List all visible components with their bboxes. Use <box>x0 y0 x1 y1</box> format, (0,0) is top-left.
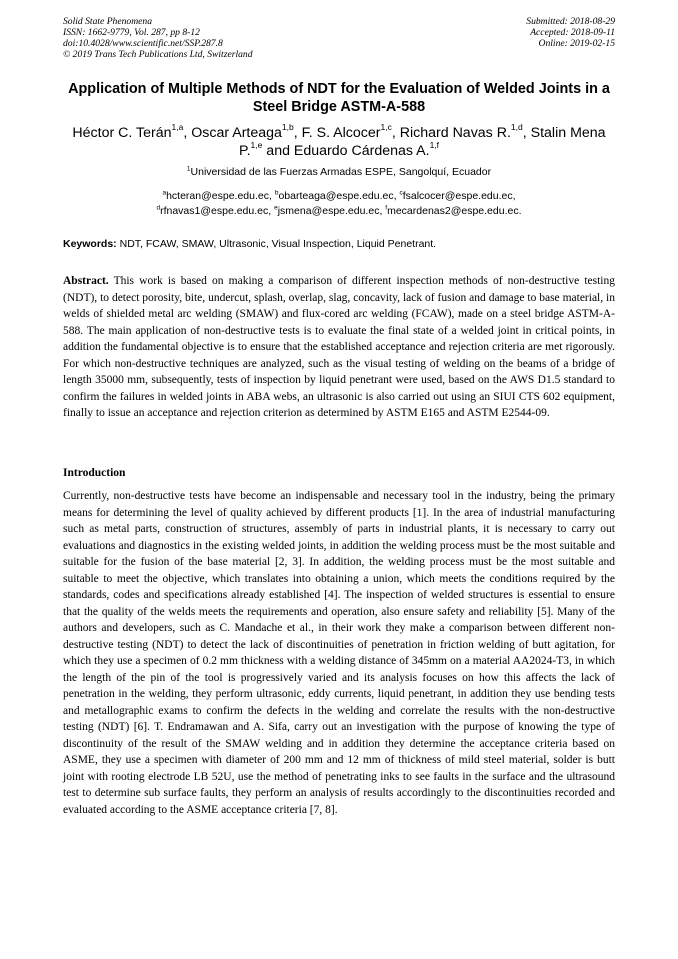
email-sep: , <box>268 205 275 217</box>
email <box>385 205 521 217</box>
author-name: Stalin Mena P. <box>238 125 606 159</box>
affiliation <box>63 166 615 179</box>
author-sep: , <box>293 125 302 141</box>
author <box>72 122 192 141</box>
author-sup: 1,a <box>171 122 184 133</box>
keywords-label: Keywords: <box>63 238 117 250</box>
author <box>191 122 302 141</box>
email-sep: , <box>393 190 400 202</box>
author-name: Héctor C. Terán <box>72 125 172 141</box>
author-sep: , <box>522 125 531 141</box>
journal-info <box>63 16 253 60</box>
author-list <box>63 124 615 160</box>
journal-issn: ISSN: 1662-9779, Vol. 287, pp 8-12 <box>63 27 200 38</box>
author <box>301 122 400 141</box>
journal-copyright: © 2019 Trans Tech Publications Ltd, Switzerland <box>63 49 253 60</box>
author-name: Richard Navas R. <box>399 125 511 141</box>
author-name: F. S. Alcocer <box>301 125 381 141</box>
paper-title: Application of Multiple Methods of NDT for the Evaluation of Welded Joints in a Steel Bridge ASTM-A-588 <box>68 81 610 115</box>
author-sup: 1,f <box>429 140 440 151</box>
email <box>274 204 388 217</box>
author-sep: , <box>391 125 400 141</box>
email-sep: , <box>379 205 386 217</box>
email-sup: b <box>274 189 279 197</box>
email-address: hcteran@espe.edu.ec <box>166 190 269 202</box>
email-sup: e <box>274 204 278 212</box>
author-sup: 1,b <box>281 122 294 133</box>
email-sep: , <box>512 190 516 202</box>
email-sup: c <box>399 189 403 197</box>
email-list <box>63 189 615 219</box>
email <box>156 205 274 217</box>
email-address: fsalcocer@espe.edu.ec <box>402 190 513 202</box>
email-address: jsmena@espe.edu.ec <box>277 205 380 217</box>
online-date: Online: 2019-02-15 <box>538 38 615 49</box>
author <box>399 122 531 141</box>
keywords-text: NDT, FCAW, SMAW, Ultrasonic, Visual Inspection, Liquid Penetrant. <box>116 238 437 250</box>
publication-dates <box>526 16 615 49</box>
author-sep: and <box>262 143 294 159</box>
introduction-body: Currently, non-destructive tests have become an indispensable and necessary tool in the industry, being the primary means for determining the level of quality achieved by different products [1]. In the area of industrial manufacturing such as metal parts, construction of structures, assembly of parts in industrial plants, it is necessary to carry out evaluations and diagnostics in the existing welded joints, in addition the welding process must be the most suitable and suitable for the fusion of the base material [2, 3]. In addition, the welding process must be the most suitable and suitable to meet the objective, which translates into obtaining a union, which meets the conditions required by the standards, codes and specifications already established [4]. The inspection of welded structures is essential to ensure that the quality of the welds meets the requirements and operation, also ensure safety and reliability [5]. Many of the authors and developers, such as C. Mandache et al., in their work they make a comparison between different non-destructive testing (NDT) to detect the lack of discontinuities of penetration in friction welding of butt agitation, for which they use a specimen of 0.2 mm thickness with a welding distance of 345mm on a material AA2024-T3, in which the length of the pin of the tool is progressively varied and its analysis focuses on how this affects the lack of penetration in the welding, they perform ultrasonic, eddy currents, liquid penetrant, in addition they use bending tests and metallographic exams to confirm the defects in the welding and correlate the results with the non-destructive testing (NDT) [6]. T. Endramawan and A. Sifa, carry out an investigation with the purpose of knowing the type of discontinuity of the result of the SMAW welding and in addition they determine the acceptance criteria based on ASME, they use a specimen with diameter of 200 mm and 12 mm of thickness of mild steel material, solder is butt joint with rooting electrode LB 52U, use the method of penetrating inks to see faults in the surface and the ultrasound test to determine sub surface faults, they perform an analysis of results accordingly to the discontinuities recorded and evaluated according to the ASME acceptance criteria [7, 8]. <box>63 490 615 816</box>
email-sep: , <box>268 190 275 202</box>
accepted-date: Accepted: 2018-09-11 <box>530 27 615 38</box>
abstract <box>63 273 615 422</box>
email-address: mecardenas2@espe.edu.ec <box>387 205 519 217</box>
abstract-label: Abstract. <box>63 275 109 287</box>
author-sep: , <box>183 125 192 141</box>
email-address: obarteaga@espe.edu.ec <box>278 190 394 202</box>
author-sup: 1,e <box>250 140 263 151</box>
email-sep: . <box>518 205 522 217</box>
introduction-heading: Introduction <box>63 467 126 479</box>
email <box>162 190 274 202</box>
email-sup: d <box>156 204 161 212</box>
submitted-date: Submitted: 2018-08-29 <box>526 16 615 27</box>
email-address: rfnavas1@espe.edu.ec <box>160 205 269 217</box>
abstract-text: This work is based on making a comparison of different inspection methods of non-destructive testing (NDT), to detect porosity, bite, undercut, splash, overlap, slag, concavity, lack of fusion and damage to base material, in welds of shielded metal arc welding (SMAW) and flux-cored arc welding (FCAW), made on a steel bridge ASTM-A-588. The main application of non-destructive tests is to evaluate the final state of a welded joint in critical points, in addition the fundamental objective is to ensure that the established acceptance and rejection criteria are met rigorously. For which non-destructive techniques are analyzed, such as the visual testing of welding on the beams of a bridge of length 35000 mm, subsequently, tests of inspection by liquid penetrant were used, based on the AWS D1.5 standard to confirm the failures in welded joints in ABA webs, an ultrasonic is also carried out using an SIUI CTS 602 equipment, finally to issue an acceptance and rejection criterion as determined by ASTM E165 and ASTM E2544-09. <box>63 275 615 419</box>
email-sup: a <box>162 189 167 197</box>
email <box>399 190 515 202</box>
author-name: Oscar Arteaga <box>191 125 282 141</box>
author-sup: 1,c <box>380 122 392 133</box>
author <box>293 140 440 159</box>
email <box>274 189 403 202</box>
keywords <box>63 237 615 251</box>
email-sup: f <box>385 204 388 212</box>
author-sup: 1,d <box>510 122 523 133</box>
affiliation-sup: 1 <box>186 165 191 173</box>
affiliation-text: Universidad de las Fuerzas Armadas ESPE, Sangolquí, Ecuador <box>190 166 492 178</box>
journal-doi: doi:10.4028/www.scientific.net/SSP.287.8 <box>63 38 223 49</box>
author-name: Eduardo Cárdenas A. <box>293 143 430 159</box>
journal-name: Solid State Phenomena <box>63 16 152 27</box>
